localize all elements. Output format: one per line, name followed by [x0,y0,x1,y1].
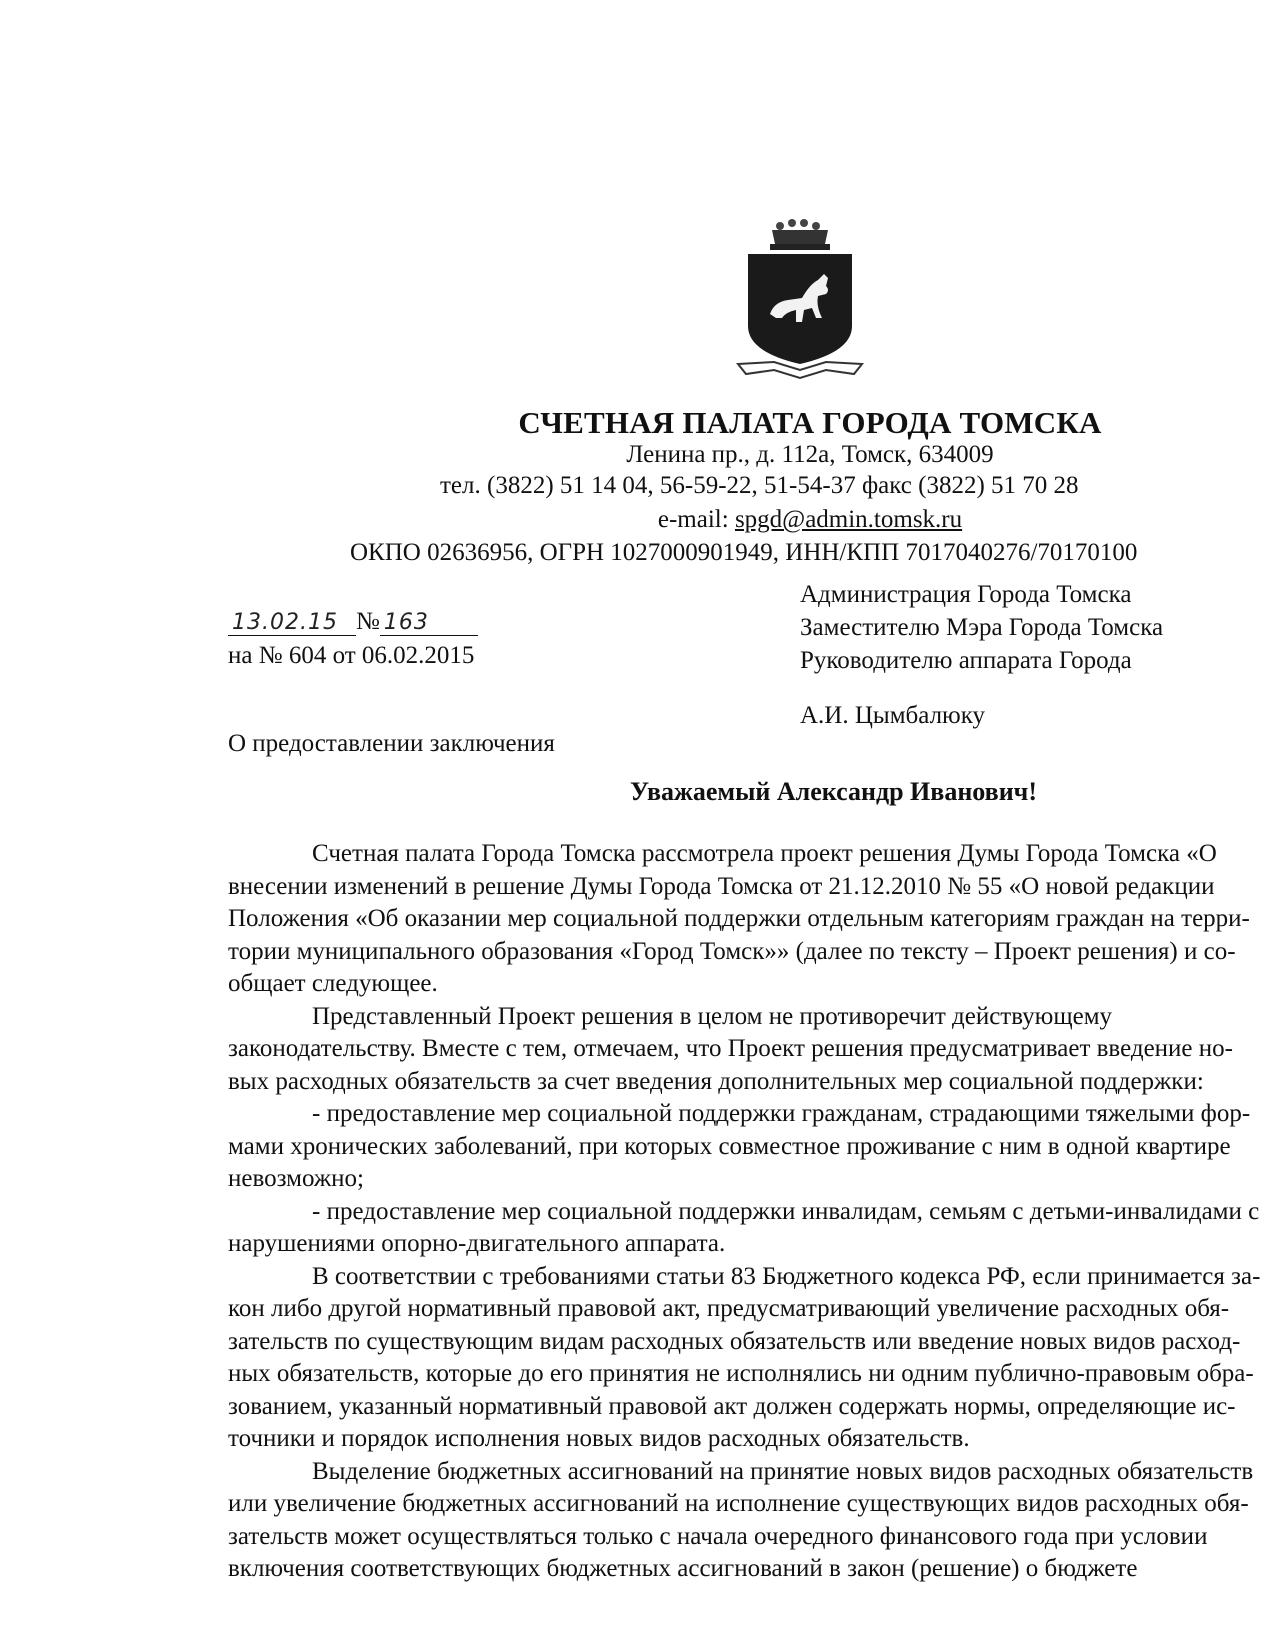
org-registry: ОКПО 02636956, ОГРН 1027000901949, ИНН/КПП 7017040276/70170100 [350,539,1138,566]
letter-subject: О предоставлении заключения [228,730,555,757]
body-line: ных обязательств, которые до его принятия не исполнялись ни одним публично-правовым обра- [228,1360,1254,1387]
recipient-line: Руководителю аппарата Города [800,647,1132,674]
org-phones: тел. (3822) 51 14 04, 56-59-22, 51-54-37 факс (3822) 51 70 28 [440,472,1079,499]
body-line: зательств по существующим видам расходных обязательств или введение новых видов расход- [228,1327,1241,1355]
body-line: тории муниципального образования «Город Томск»» (далее по тексту – Проект решения) и со- [228,937,1236,965]
handwritten-date: 13.02.15 [228,610,356,636]
body-line: зованием, указанный нормативный правовой акт должен содержать нормы, определяющие ис- [228,1392,1236,1420]
body-line: включения соответствующих бюджетных ассигнований в закон (решение) о бюджете [228,1555,1138,1582]
body-line: общает следующее. [228,970,438,997]
body-line: Представленный Проект решения в целом не противоречит действующему [312,1002,1113,1030]
body-line: точники и порядок исполнения новых видов расходных обязательств. [228,1425,970,1452]
body-line: или увеличение бюджетных ассигнований на исполнение существующих видов расходных обя- [228,1490,1249,1517]
outgoing-number [228,608,478,636]
body-line: зательств может осуществляться только с начала очередного финансового года при условии [228,1522,1208,1550]
org-email-line [455,506,1165,534]
org-title: СЧЕТНАЯ ПАЛАТА ГОРОДА ТОМСКА [518,405,1102,440]
body-line: - предоставление мер социальной поддержки инвалидам, семьям с детьми-инвалидами с [312,1197,1260,1225]
email-label: e-mail: [657,506,735,533]
number-sign: № [356,608,380,635]
recipient-line: Заместителю Мэра Города Томска [800,614,1164,641]
body-line: внесении изменений в решение Думы Города Томска от 21.12.2010 № 55 «О новой редакции [228,872,1215,900]
body-line: кон либо другой нормативный правовой акт, предусматривающий увеличение расходных обя- [228,1295,1230,1322]
reply-reference: на № 604 от 06.02.2015 [228,642,475,669]
recipient-block [800,578,1163,732]
org-address: Ленина пр., д. 112а, Томск, 634009 [626,441,994,468]
body-line: мами хронических заболеваний, при которых совместное проживание с ним в одной квартире [228,1132,1231,1160]
body-line: Счетная палата Города Томска рассмотрела проект решения Думы Города Томска «О [312,840,1217,867]
body-line: вых расходных обязательств за счет введения дополнительных мер социальной поддержки: [228,1067,1204,1095]
body-line: невозможно; [228,1165,364,1192]
letter-body [228,838,1275,1650]
body-line: - предоставление мер социальной поддержки гражданам, страдающими тяжелыми фор- [312,1100,1251,1127]
tomsk-coat-of-arms-icon [730,214,870,384]
recipient-line: Администрация Города Томска [800,581,1132,608]
body-line: Положения «Об оказании мер социальной поддержки отдельным категориям граждан на терри- [228,905,1250,932]
greeting: Уважаемый Александр Иванович! [630,777,1037,806]
recipient-name: А.И. Цымбалюку [800,702,986,729]
handwritten-number: 163 [380,610,478,636]
body-line: законодательству. Вместе с тем, отмечаем, что Проект решения предусматривает введение но- [228,1035,1233,1062]
body-line: В соответствии с требованиями статьи 83 Бюджетного кодекса РФ, если принимается за- [312,1262,1261,1290]
body-line: Выделение бюджетных ассигнований на принятие новых видов расходных обязательств [312,1457,1254,1485]
email-link[interactable]: spgd@admin.tomsk.ru [734,506,963,533]
body-line: нарушениями опорно-двигательного аппарата. [228,1230,726,1257]
